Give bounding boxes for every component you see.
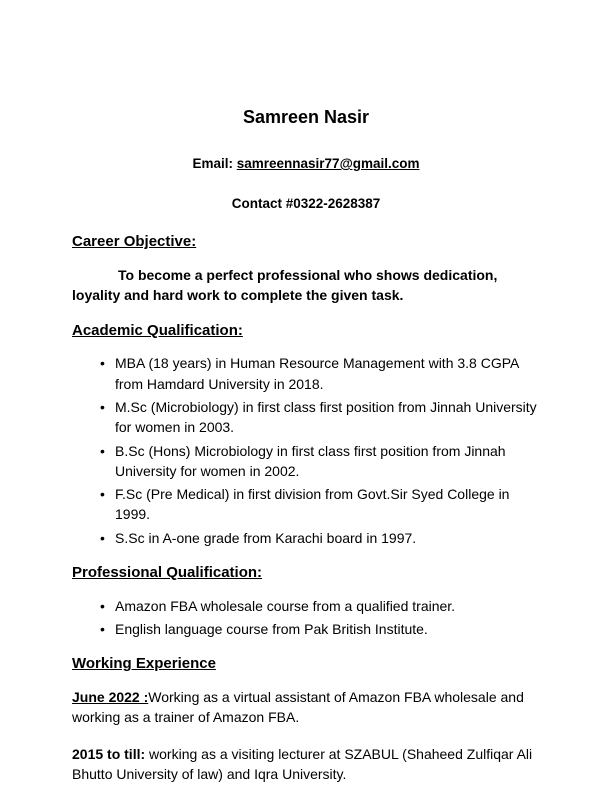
experience-entry-date: 2015 to till: [72, 745, 146, 762]
academic-item: • B.Sc (Hons) Microbiology in first class first position from Jinnah University for women in 2002. [100, 441, 540, 482]
contact-number: Contact #0322-2628387 [231, 195, 381, 211]
career-objective-text: To become a perfect professional who shows dedication, loyality and hard work to complete the given task. [72, 266, 498, 304]
experience-entry [72, 687, 540, 728]
career-objective-heading: Career Objective: [72, 233, 197, 251]
working-experience-heading: Working Experience [72, 655, 216, 673]
experience-entry [72, 744, 540, 785]
academic-qualification-list [72, 353, 540, 548]
experience-entry-text: working as a visiting lecturer at SZABUL (Shaheed Zulfiqar Ali Bhutto University of law) and Iqra University. [72, 745, 533, 782]
email-line [72, 154, 540, 174]
experience-entry-text: Working as a virtual assistant of Amazon FBA wholesale and working as a trainer of Amazon FBA. [72, 689, 524, 726]
professional-qualification-heading: Professional Qualification: [72, 563, 263, 581]
professional-item: • English language course from Pak British Institute. [100, 619, 540, 639]
academic-qualification-heading: Academic Qualification: [72, 321, 243, 339]
experience-entry-date: June 2022 : [72, 689, 149, 706]
email-label: Email: [192, 156, 237, 172]
professional-qualification-list [72, 596, 540, 640]
email-link[interactable]: samreennasir77@gmail.com [236, 156, 420, 172]
academic-item: • S.Sc in A-one grade from Karachi board in 1997. [100, 528, 540, 548]
academic-item: • MBA (18 years) in Human Resource Management with 3.8 CGPA from Hamdard University in 2018. [100, 353, 540, 394]
person-name: Samreen Nasir [242, 107, 370, 127]
academic-item: • F.Sc (Pre Medical) in first division from Govt.Sir Syed College in 1999. [100, 484, 540, 525]
professional-item: • Amazon FBA wholesale course from a qualified trainer. [100, 596, 540, 616]
academic-item: • M.Sc (Microbiology) in first class first position from Jinnah University for women in 2003. [100, 397, 540, 438]
